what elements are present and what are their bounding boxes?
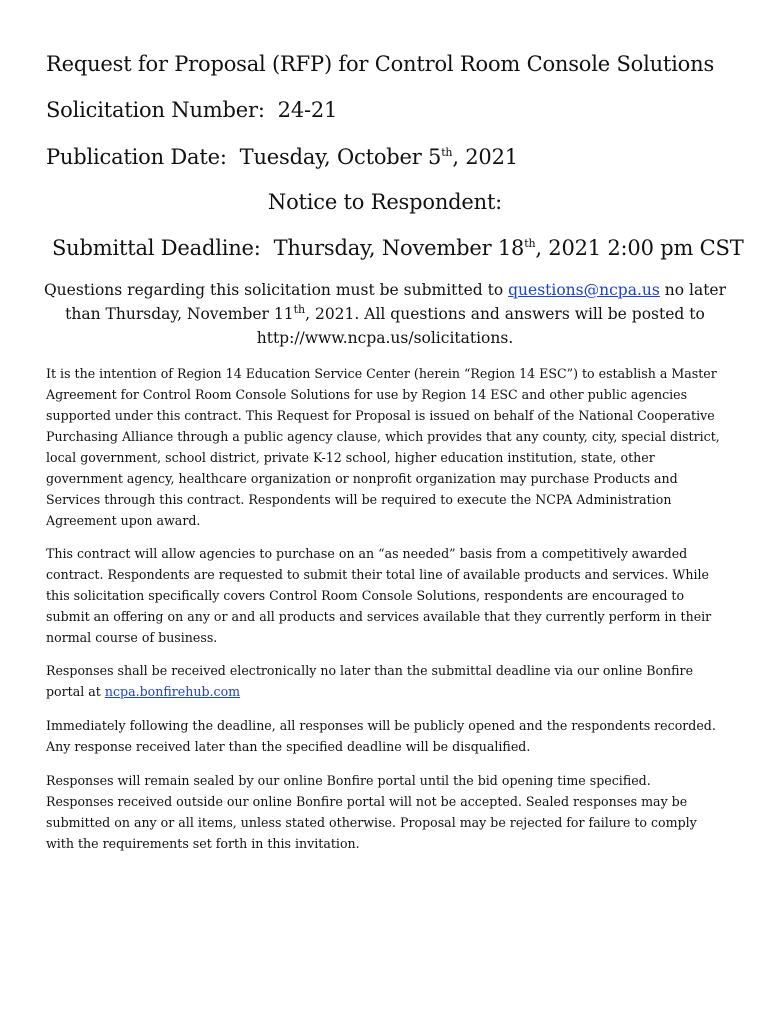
solicitation-number xyxy=(46,97,337,123)
paragraph-opening: Immediately following the deadline, all responses will be publicly opened and the respondents recorded. Any response received later than the specified deadline will be disqualified. xyxy=(46,718,716,754)
solicitation-value: 24-21 xyxy=(277,98,338,122)
solicitation-label: Solicitation Number: xyxy=(46,98,265,122)
paragraph-contract-scope: This contract will allow agencies to purchase on an “as needed” basis from a competitively awarded contract. Respondents are requested to submit their total line of available products and services. While this solicitation specifically covers Control Room Console Solutions, respondents are encouraged to submit an offering on any or and all products and services available that they currently perform in their normal course of business. xyxy=(46,546,712,645)
document-title: Request for Proposal (RFP) for Control Room Console Solutions xyxy=(46,52,715,76)
publication-date: Publication Date: Tuesday, October 5th, 2021 xyxy=(46,145,518,169)
paragraph-intent: It is the intention of Region 14 Education Service Center (herein “Region 14 ESC”) to establish a Master Agreement for Control Room Console Solutions for use by Region 14 ESC and other public agencies supported under this contract. This Request for Proposal is issued on behalf of the National Cooperative Purchasing Alliance through a public agency clause, which provides that any county, city, special district, local government, school district, private K-12 school, higher education institution, state, other government agency, healthcare organization or nonprofit organization may purchase Products and Services through this contract. Respondents will be required to execute the NCPA Administration Agreement upon award. xyxy=(46,366,720,528)
paragraph-sealed-responses: Responses will remain sealed by our online Bonfire portal until the bid opening time specified. Responses received outside our online Bonfire portal will not be accepted. Sealed responses may be submitted on any or all items, unless stated otherwise. Proposal may be rejected for failure to comply with the requirements set forth in this invitation. xyxy=(46,773,697,851)
deadline-label: Submittal Deadline: xyxy=(52,236,261,260)
publication-label: Publication Date: xyxy=(46,145,227,169)
bonfire-portal-link[interactable]: ncpa.bonfirehub.com xyxy=(104,684,241,699)
submittal-deadline: Submittal Deadline: Thursday, November 18th, 2021 2:00 pm CST xyxy=(52,236,744,260)
paragraph-submission: Responses shall be received electronically no later than the submittal deadline via our online Bonfire portal at ncpa.bonfirehub.com xyxy=(46,663,694,699)
questions-email-link[interactable]: questions@ncpa.us xyxy=(508,281,660,299)
questions-notice: Questions regarding this solicitation must be submitted to questions@ncpa.us no later than Thursday, November 11th, 2021. All questions and answers will be posted to http://www.ncpa.us/solicitations. xyxy=(40,278,730,350)
notice-heading: Notice to Respondent: xyxy=(267,190,503,214)
solicitations-url: http://www.ncpa.us/solicitations. xyxy=(256,329,514,347)
